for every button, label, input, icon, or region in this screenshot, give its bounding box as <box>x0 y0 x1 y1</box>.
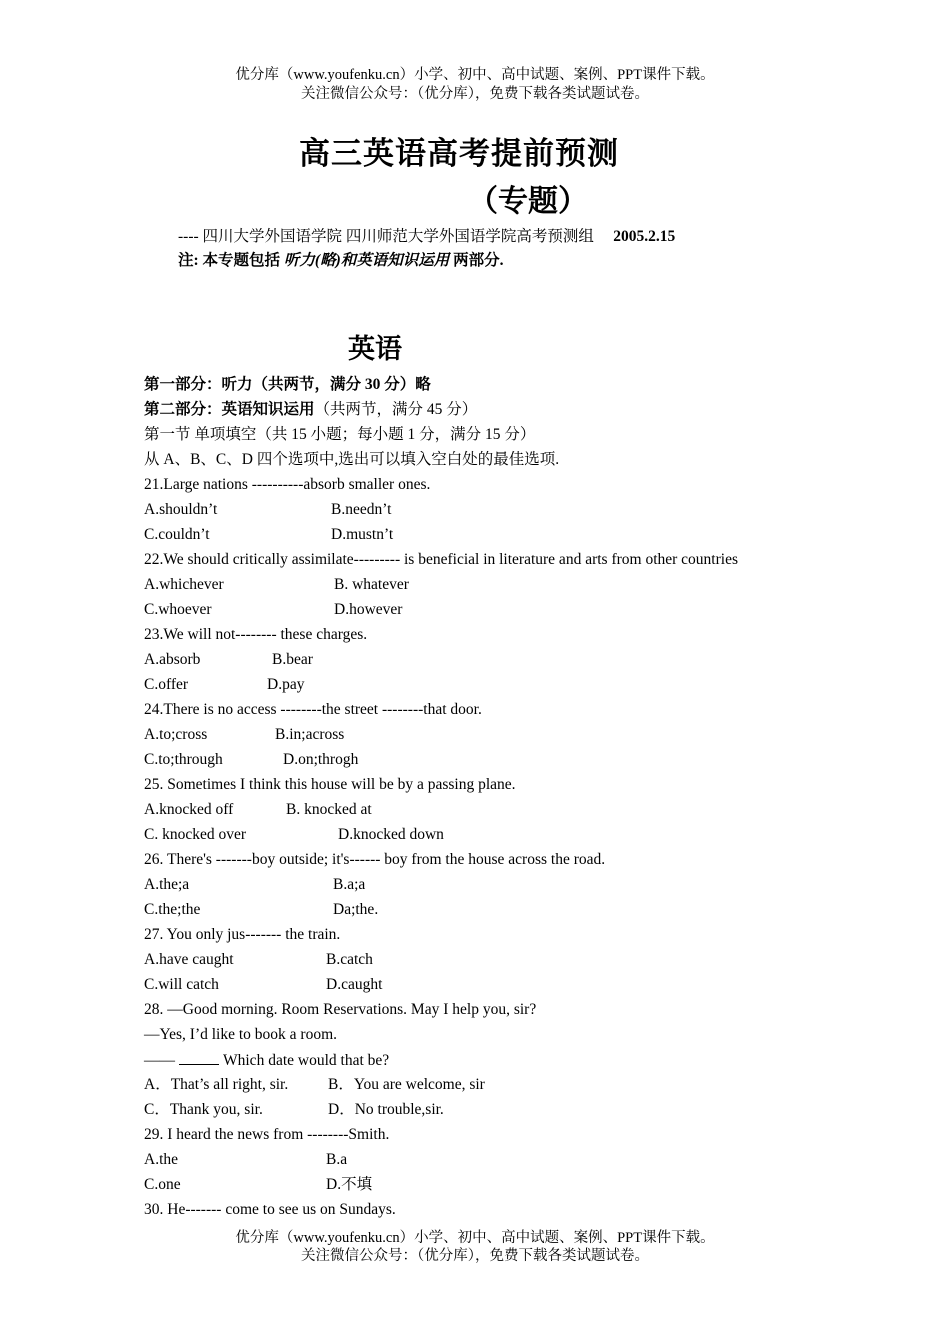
page-title: 高三英语高考提前预测 <box>299 136 619 171</box>
q28-option-a: A．That’s all right, sir. <box>144 1076 289 1093</box>
q24-option-b: B.in;across <box>275 726 345 743</box>
author-text: ---- 四川大学外国语学院 四川师范大学外国语学院高考预测组 <box>178 228 594 245</box>
q24-option-a: A.to;cross <box>144 726 208 743</box>
q21-option-a: A.shouldn’t <box>144 501 218 518</box>
q22-option-d: D.however <box>334 601 403 618</box>
part-2-title: 第二部分：英语知识运用 <box>144 401 315 418</box>
q26-option-c: C.the;the <box>144 901 201 918</box>
question-28: 28. —Good morning. Room Reservations. May I help you, sir? <box>144 1001 537 1018</box>
note-prefix: 注: 本专题包括 <box>178 252 284 269</box>
q25-option-c: C. knocked over <box>144 826 247 843</box>
q25-option-b: B. knocked at <box>286 801 372 818</box>
answer-blank <box>179 1050 219 1065</box>
site-header-line-1: 优分库（www.youfenku.cn）小学、初中、高中试题、案例、PPT课件下载。 <box>235 67 715 83</box>
section-1-heading: 第一节 单项填空（共 15 小题；每小题 1 分，满分 15 分） <box>144 426 536 443</box>
q27-option-d: D.caught <box>326 976 383 993</box>
q29-option-d: D.不填 <box>326 1176 373 1193</box>
q21-option-d: D.mustn’t <box>331 526 394 543</box>
question-25: 25. Sometimes I think this house will be by a passing plane. <box>144 776 516 793</box>
q25-option-a: A.knocked off <box>144 801 234 818</box>
subject-heading: 英语 <box>348 334 402 364</box>
date-text: 2005.2.15 <box>613 228 676 245</box>
instruction: 从 A、B、C、D 四个选项中,选出可以填入空白处的最佳选项. <box>144 451 560 468</box>
q26-option-b: B.a;a <box>333 876 366 893</box>
q28-dash: —— <box>144 1052 175 1069</box>
question-23: 23.We will not-------- these charges. <box>144 626 368 643</box>
question-22: 22.We should critically assimilate--------- is beneficial in literature and arts from other countries <box>144 551 738 568</box>
question-28-line-2: —Yes, I’d like to book a room. <box>144 1026 338 1043</box>
question-30: 30. He------- come to see us on Sundays. <box>144 1201 396 1218</box>
q28-line-3-text: Which date would that be? <box>223 1052 390 1069</box>
question-24: 24.There is no access --------the street --------that door. <box>144 701 482 718</box>
q23-option-d: D.pay <box>267 676 305 693</box>
note-italic: 听力(略)和英语知识运用 <box>283 252 450 269</box>
part-2-score: （共两节，满分 45 分） <box>314 401 478 418</box>
q28-option-b: B．You are welcome, sir <box>328 1076 485 1093</box>
question-21: 21.Large nations ----------absorb smaller ones. <box>144 476 431 493</box>
q27-option-a: A.have caught <box>144 951 234 968</box>
q25-option-d: D.knocked down <box>338 826 444 843</box>
q29-option-b: B.a <box>326 1151 348 1168</box>
q22-option-b: B. whatever <box>334 576 409 593</box>
question-27: 27. You only jus------- the train. <box>144 926 341 943</box>
site-footer-line-2: 关注微信公众号：（优分库），免费下载各类试题试卷。 <box>301 1248 649 1264</box>
q21-option-b: B.needn’t <box>331 501 392 518</box>
q28-option-d: D．No trouble,sir. <box>328 1101 444 1118</box>
note-line <box>178 251 504 271</box>
part-1-heading: 第一部分：听力（共两节，满分 30 分）略 <box>144 376 431 393</box>
question-28-line-3 <box>144 1050 389 1071</box>
question-29: 29. I heard the news from --------Smith. <box>144 1126 390 1143</box>
q26-option-a: A.the;a <box>144 876 190 893</box>
page-subtitle: （专题） <box>468 185 588 218</box>
q24-option-c: C.to;through <box>144 751 223 768</box>
q23-option-c: C.offer <box>144 676 189 693</box>
question-26: 26. There's -------boy outside; it's------ boy from the house across the road. <box>144 851 606 868</box>
q23-option-b: B.bear <box>272 651 313 668</box>
q27-option-b: B.catch <box>326 951 373 968</box>
note-suffix: 两部分. <box>449 252 504 269</box>
q29-option-a: A.the <box>144 1151 179 1168</box>
q26-option-d: Da;the. <box>333 901 379 918</box>
part-2-heading <box>144 400 477 420</box>
site-footer-line-1: 优分库（www.youfenku.cn）小学、初中、高中试题、案例、PPT课件下载。 <box>235 1230 715 1246</box>
q22-option-c: C.whoever <box>144 601 212 618</box>
q23-option-a: A.absorb <box>144 651 201 668</box>
author-line <box>178 227 675 247</box>
q27-option-c: C.will catch <box>144 976 219 993</box>
q29-option-c: C.one <box>144 1176 181 1193</box>
q28-option-c: C．Thank you, sir. <box>144 1101 263 1118</box>
q24-option-d: D.on;throgh <box>283 751 359 768</box>
site-header-line-2: 关注微信公众号：（优分库），免费下载各类试题试卷。 <box>301 86 649 102</box>
q21-option-c: C.couldn’t <box>144 526 210 543</box>
q22-option-a: A.whichever <box>144 576 224 593</box>
